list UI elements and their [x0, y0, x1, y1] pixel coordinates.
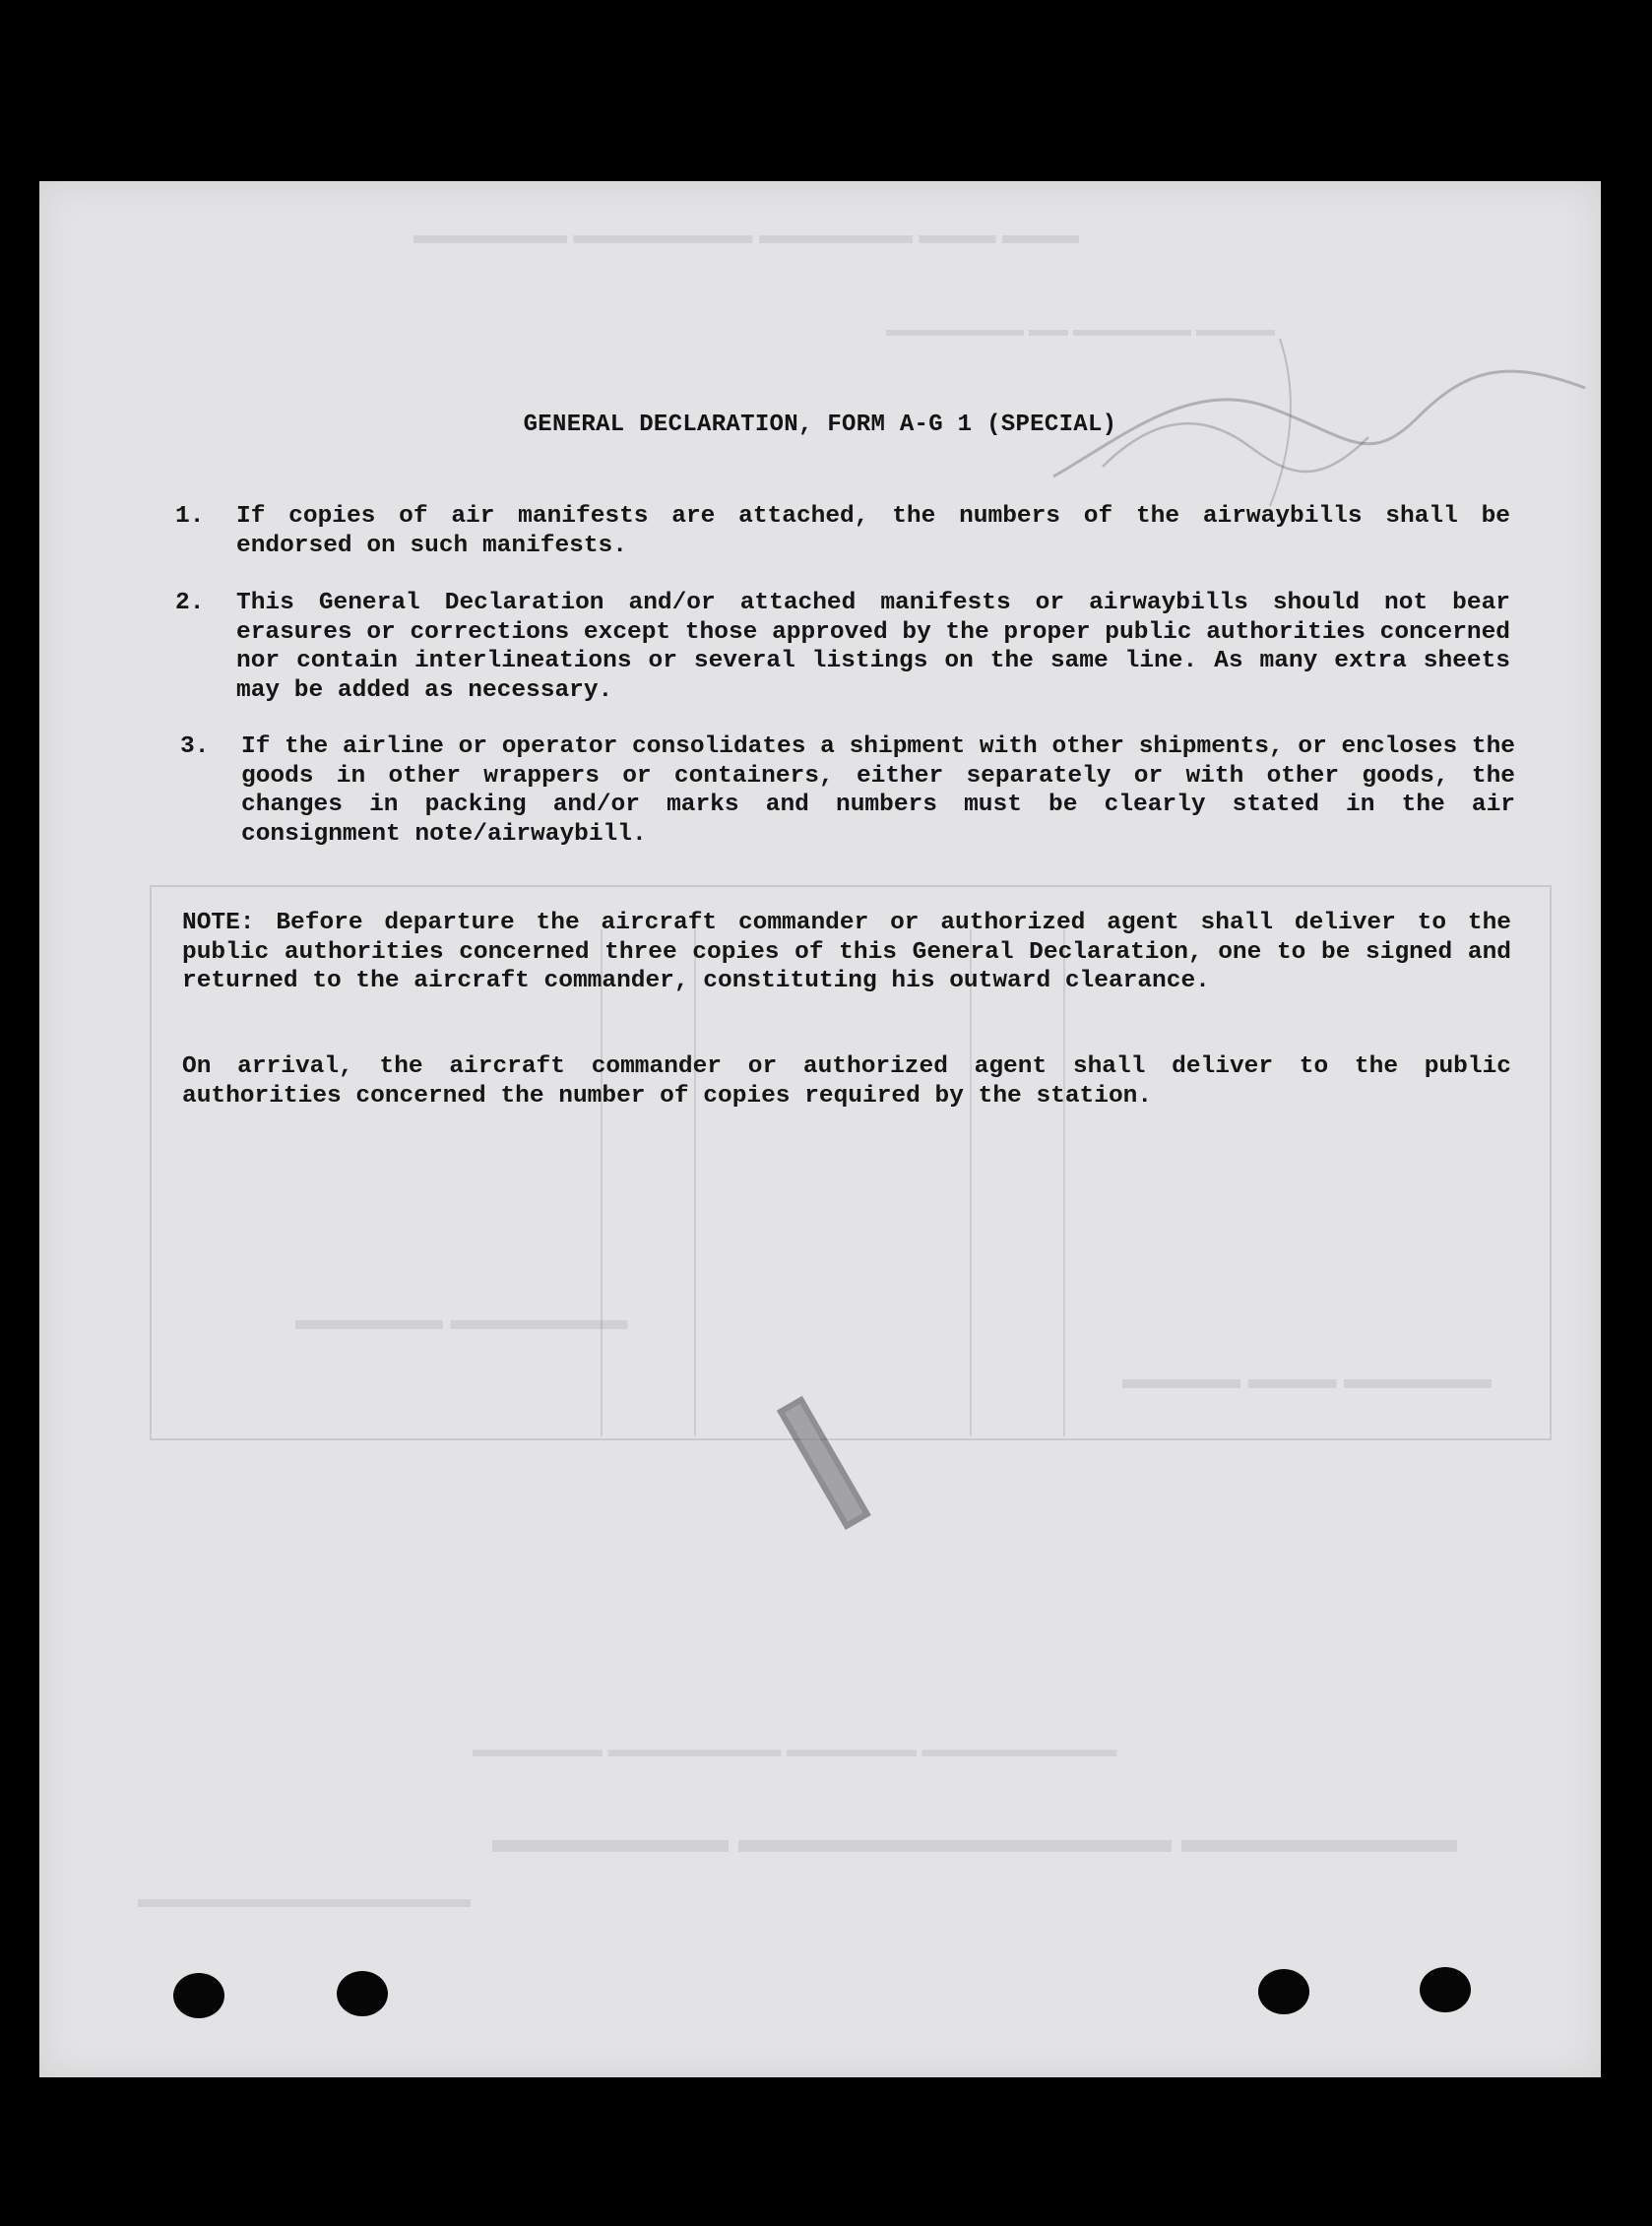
bleed-through-text: ▬▬▬ ▬▬▬ ▬▬▬▬▬▬ ▬▬▬▬▬▬▬ ▬▬▬▬▬▬ — [413, 221, 1079, 249]
item-number: 2. — [175, 590, 205, 616]
document-sheet — [39, 181, 1601, 2077]
item-text: If copies of air manifests are attached, the numbers of the airwaybills shall be endorsed on such manifests. — [236, 503, 1510, 559]
punch-hole — [1420, 1967, 1471, 2012]
bleed-through-text: ▬▬▬▬ ▬▬▬▬▬▬ ▬▬ ▬▬▬▬▬▬▬ — [886, 319, 1275, 341]
item-number: 3. — [180, 733, 210, 760]
bleed-through-text: ▬▬▬▬▬▬▬ ▬▬▬▬▬▬▬▬▬▬▬ ▬▬▬▬▬▬ — [492, 1816, 1457, 1861]
list-item — [180, 732, 1515, 851]
punch-hole — [337, 1971, 388, 2016]
item-number: 1. — [175, 503, 205, 530]
item-text: If the airline or operator consolidates a shipment with other shipments, or encloses the goods in other wrappers or containers, either separately or with other goods, the changes in packing and/or marks and numbers must be clearly stated in the air consignment note/airwaybill. — [241, 733, 1515, 848]
bleed-through-line — [601, 929, 603, 1436]
document-title: GENERAL DECLARATION, FORM A-G 1 (SPECIAL) — [523, 412, 1117, 438]
bleed-through-text: ▬▬▬▬▬▬ ▬▬▬▬▬ — [295, 1304, 628, 1336]
bleed-through-line — [694, 929, 696, 1436]
bleed-through-text: ▬▬▬▬▬▬▬▬▬▬▬▬▬ — [138, 1884, 471, 1913]
stamp-mark — [743, 1372, 891, 1550]
list-item — [175, 502, 1510, 561]
punch-hole — [173, 1973, 224, 2018]
bleed-through-text: ▬▬▬▬▬ ▬▬▬ ▬▬▬▬ — [1122, 1363, 1492, 1395]
item-text: This General Declaration and/or attached manifests or airwaybills should not bear erasures or corrections except those approved by the proper public authorities concerned nor contain interlineations or several listings on the same line. As many extra sheets may be added as necessary. — [236, 590, 1510, 704]
punch-hole — [1258, 1969, 1309, 2014]
bleed-through-text: ▬▬▬▬▬▬▬▬▬ ▬▬▬▬▬▬ ▬▬▬▬▬▬▬▬ ▬▬▬▬▬▬ — [473, 1737, 1117, 1761]
list-item — [175, 589, 1510, 707]
arrival-paragraph: On arrival, the aircraft commander or authorized agent shall deliver to the public authorities concerned the number of copies required by the station. — [182, 1053, 1511, 1110]
note-paragraph: NOTE: Before departure the aircraft commander or authorized agent shall deliver to the public authorities concerned three copies of this General Declaration, one to be signed and returned to the aircraft commander, constituting his outward clearance. — [182, 910, 1511, 994]
bleed-through-line — [970, 929, 972, 1436]
bleed-through-line — [1063, 929, 1065, 1436]
